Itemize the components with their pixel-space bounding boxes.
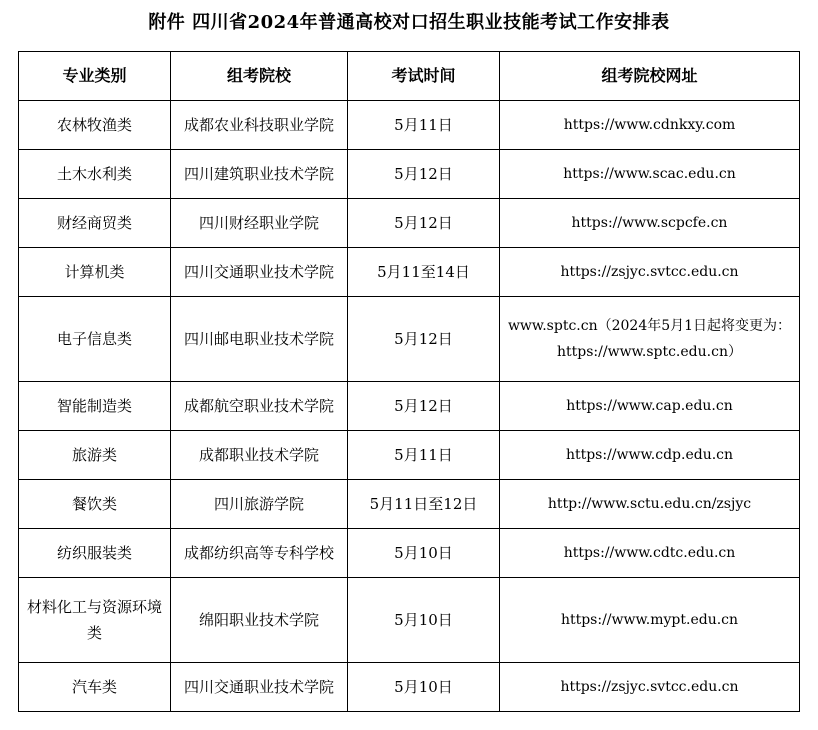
table-row bbox=[19, 199, 800, 248]
date-cell: 5月12日 bbox=[348, 382, 500, 431]
table-row bbox=[19, 297, 800, 382]
category-cell bbox=[19, 578, 171, 663]
date-cell: 5月11至14日 bbox=[348, 248, 500, 297]
school-cell: 四川旅游学院 bbox=[171, 480, 348, 529]
website-cell: http://www.sctu.edu.cn/zsjyc bbox=[500, 480, 800, 529]
school-cell: 四川交通职业技术学院 bbox=[171, 248, 348, 297]
category-line: 类 bbox=[86, 624, 102, 642]
category-cell: 计算机类 bbox=[19, 248, 171, 297]
date-cell: 5月10日 bbox=[348, 529, 500, 578]
date-cell: 5月12日 bbox=[348, 150, 500, 199]
date-cell: 5月11日 bbox=[348, 101, 500, 150]
category-cell: 农林牧渔类 bbox=[19, 101, 171, 150]
school-cell: 四川建筑职业技术学院 bbox=[171, 150, 348, 199]
header-date: 考试时间 bbox=[348, 52, 500, 101]
school-cell: 成都航空职业技术学院 bbox=[171, 382, 348, 431]
category-cell: 土木水利类 bbox=[19, 150, 171, 199]
date-cell: 5月12日 bbox=[348, 297, 500, 382]
date-cell: 5月10日 bbox=[348, 663, 500, 712]
school-cell: 成都职业技术学院 bbox=[171, 431, 348, 480]
category-cell: 旅游类 bbox=[19, 431, 171, 480]
school-cell: 成都纺织高等专科学校 bbox=[171, 529, 348, 578]
header-website: 组考院校网址 bbox=[500, 52, 800, 101]
date-cell: 5月10日 bbox=[348, 578, 500, 663]
website-line: https://www.sptc.edu.cn） bbox=[557, 344, 742, 360]
website-cell: https://www.scac.edu.cn bbox=[500, 150, 800, 199]
table-row bbox=[19, 248, 800, 297]
page-title: 附件 四川省2024年普通高校对口招生职业技能考试工作安排表 bbox=[148, 12, 670, 33]
category-cell: 电子信息类 bbox=[19, 297, 171, 382]
table-row bbox=[19, 578, 800, 663]
category-cell: 纺织服装类 bbox=[19, 529, 171, 578]
table-row bbox=[19, 382, 800, 431]
table-row bbox=[19, 480, 800, 529]
website-cell: https://www.cdtc.edu.cn bbox=[500, 529, 800, 578]
table-row bbox=[19, 529, 800, 578]
category-cell: 餐饮类 bbox=[19, 480, 171, 529]
school-cell: 四川财经职业学院 bbox=[171, 199, 348, 248]
table-row bbox=[19, 101, 800, 150]
category-cell: 汽车类 bbox=[19, 663, 171, 712]
website-line: www.sptc.cn（2024年5月1日起将变更为： bbox=[507, 318, 792, 334]
school-cell: 四川邮电职业技术学院 bbox=[171, 297, 348, 382]
website-cell: https://www.scpcfe.cn bbox=[500, 199, 800, 248]
header-row bbox=[19, 52, 800, 101]
website-cell bbox=[500, 297, 800, 382]
school-cell: 四川交通职业技术学院 bbox=[171, 663, 348, 712]
category-cell: 财经商贸类 bbox=[19, 199, 171, 248]
header-school: 组考院校 bbox=[171, 52, 348, 101]
header-category: 专业类别 bbox=[19, 52, 171, 101]
website-cell: https://www.cap.edu.cn bbox=[500, 382, 800, 431]
website-cell: https://www.cdp.edu.cn bbox=[500, 431, 800, 480]
website-cell: https://www.mypt.edu.cn bbox=[500, 578, 800, 663]
schedule-table bbox=[18, 51, 800, 712]
website-cell: https://zsjyc.svtcc.edu.cn bbox=[500, 663, 800, 712]
school-cell: 绵阳职业技术学院 bbox=[171, 578, 348, 663]
date-cell: 5月11日至12日 bbox=[348, 480, 500, 529]
date-cell: 5月11日 bbox=[348, 431, 500, 480]
table-row bbox=[19, 150, 800, 199]
category-cell: 智能制造类 bbox=[19, 382, 171, 431]
date-cell: 5月12日 bbox=[348, 199, 500, 248]
category-line: 材料化工与资源环境 bbox=[26, 598, 162, 616]
table-row bbox=[19, 431, 800, 480]
table-row bbox=[19, 663, 800, 712]
school-cell: 成都农业科技职业学院 bbox=[171, 101, 348, 150]
website-cell: https://zsjyc.svtcc.edu.cn bbox=[500, 248, 800, 297]
website-cell: https://www.cdnkxy.com bbox=[500, 101, 800, 150]
